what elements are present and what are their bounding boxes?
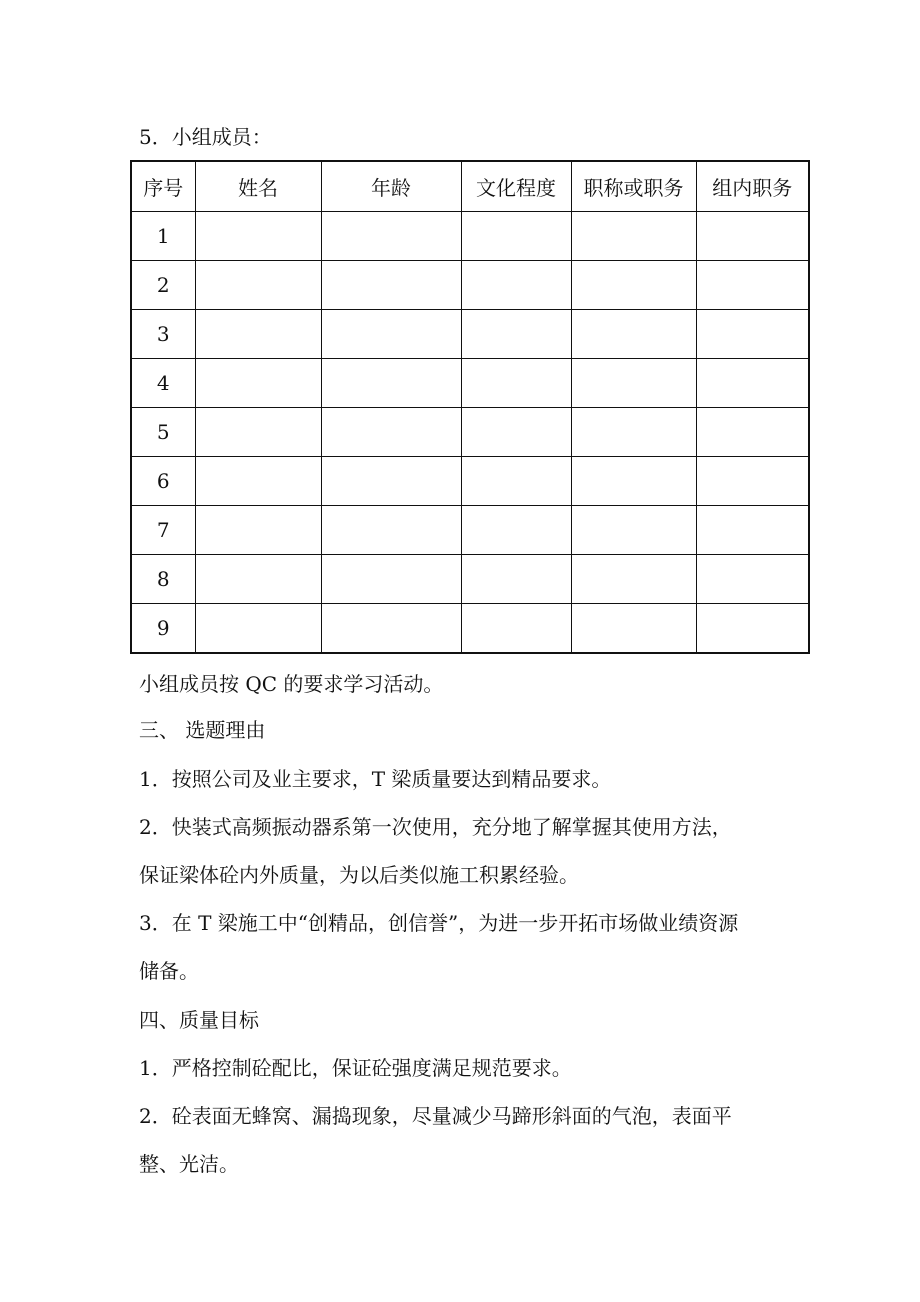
table-cell bbox=[696, 555, 809, 604]
table-cell bbox=[195, 506, 321, 555]
table-cell bbox=[461, 604, 571, 654]
table-cell bbox=[195, 555, 321, 604]
table-row bbox=[131, 310, 809, 359]
table-row bbox=[131, 604, 809, 654]
table-cell bbox=[571, 604, 696, 654]
table-cell bbox=[696, 310, 809, 359]
table-cell bbox=[321, 310, 461, 359]
table-cell bbox=[571, 408, 696, 457]
table-cell bbox=[696, 506, 809, 555]
table-cell bbox=[571, 310, 696, 359]
header-cell-name: 姓名 bbox=[195, 161, 321, 212]
table-cell bbox=[571, 359, 696, 408]
table-row bbox=[131, 212, 809, 261]
section-3-item: 1．按照公司及业主要求，T 梁质量要达到精品要求。 bbox=[139, 767, 612, 791]
table-cell bbox=[195, 261, 321, 310]
section-4-item: 整、光洁。 bbox=[139, 1152, 239, 1176]
members-table bbox=[130, 160, 810, 654]
section-3-heading: 三、 选题理由 bbox=[139, 718, 266, 742]
table-cell bbox=[461, 408, 571, 457]
table-cell bbox=[461, 212, 571, 261]
members-note: 小组成员按 QC 的要求学习活动。 bbox=[139, 672, 444, 696]
table-cell: 9 bbox=[131, 604, 195, 654]
header-cell-title: 职称或职务 bbox=[571, 161, 696, 212]
table-cell: 1 bbox=[131, 212, 195, 261]
header-cell-index: 序号 bbox=[131, 161, 195, 212]
table-cell bbox=[195, 359, 321, 408]
table-cell bbox=[321, 604, 461, 654]
section-4-item: 2．砼表面无蜂窝、漏捣现象，尽量减少马蹄形斜面的气泡，表面平 bbox=[139, 1104, 732, 1128]
table-cell bbox=[321, 212, 461, 261]
table-cell: 8 bbox=[131, 555, 195, 604]
header-cell-education: 文化程度 bbox=[461, 161, 571, 212]
table-cell bbox=[195, 408, 321, 457]
table-cell bbox=[696, 457, 809, 506]
table-cell bbox=[321, 506, 461, 555]
table-cell bbox=[321, 359, 461, 408]
section-3-item: 3．在 T 梁施工中“创精品，创信誉”，为进一步开拓市场做业绩资源 bbox=[139, 911, 739, 935]
table-cell bbox=[461, 457, 571, 506]
table-cell bbox=[696, 604, 809, 654]
table-cell bbox=[461, 261, 571, 310]
table-cell: 7 bbox=[131, 506, 195, 555]
table-cell: 6 bbox=[131, 457, 195, 506]
table-cell bbox=[321, 261, 461, 310]
table-cell bbox=[195, 310, 321, 359]
table-cell bbox=[195, 212, 321, 261]
table-row bbox=[131, 408, 809, 457]
table-cell bbox=[461, 359, 571, 408]
table-cell bbox=[195, 604, 321, 654]
table-cell bbox=[696, 212, 809, 261]
table-header-row bbox=[131, 161, 809, 212]
table-cell bbox=[696, 359, 809, 408]
table-cell bbox=[321, 408, 461, 457]
table-row bbox=[131, 359, 809, 408]
table-cell: 5 bbox=[131, 408, 195, 457]
section-5-heading: 5．小组成员： bbox=[139, 125, 272, 149]
header-cell-group-role: 组内职务 bbox=[696, 161, 809, 212]
section-3-item: 2．快装式高频振动器系第一次使用，充分地了解掌握其使用方法， bbox=[139, 815, 732, 839]
table-row bbox=[131, 555, 809, 604]
section-4-heading: 四、质量目标 bbox=[139, 1008, 259, 1032]
table-cell: 2 bbox=[131, 261, 195, 310]
table-row bbox=[131, 457, 809, 506]
table-cell bbox=[571, 506, 696, 555]
table-cell bbox=[571, 457, 696, 506]
table-row bbox=[131, 506, 809, 555]
table-cell bbox=[461, 506, 571, 555]
header-cell-age: 年龄 bbox=[321, 161, 461, 212]
table-cell bbox=[321, 555, 461, 604]
table-cell bbox=[461, 555, 571, 604]
table-cell bbox=[461, 310, 571, 359]
table-cell bbox=[571, 261, 696, 310]
section-4-item: 1．严格控制砼配比，保证砼强度满足规范要求。 bbox=[139, 1056, 572, 1080]
table-cell bbox=[696, 408, 809, 457]
table-cell: 3 bbox=[131, 310, 195, 359]
table-cell bbox=[696, 261, 809, 310]
table-cell bbox=[195, 457, 321, 506]
section-3-item: 保证梁体砼内外质量，为以后类似施工积累经验。 bbox=[139, 863, 579, 887]
table-cell: 4 bbox=[131, 359, 195, 408]
table-cell bbox=[321, 457, 461, 506]
table-cell bbox=[571, 212, 696, 261]
table-cell bbox=[571, 555, 696, 604]
table-row bbox=[131, 261, 809, 310]
section-3-item: 储备。 bbox=[139, 959, 199, 983]
